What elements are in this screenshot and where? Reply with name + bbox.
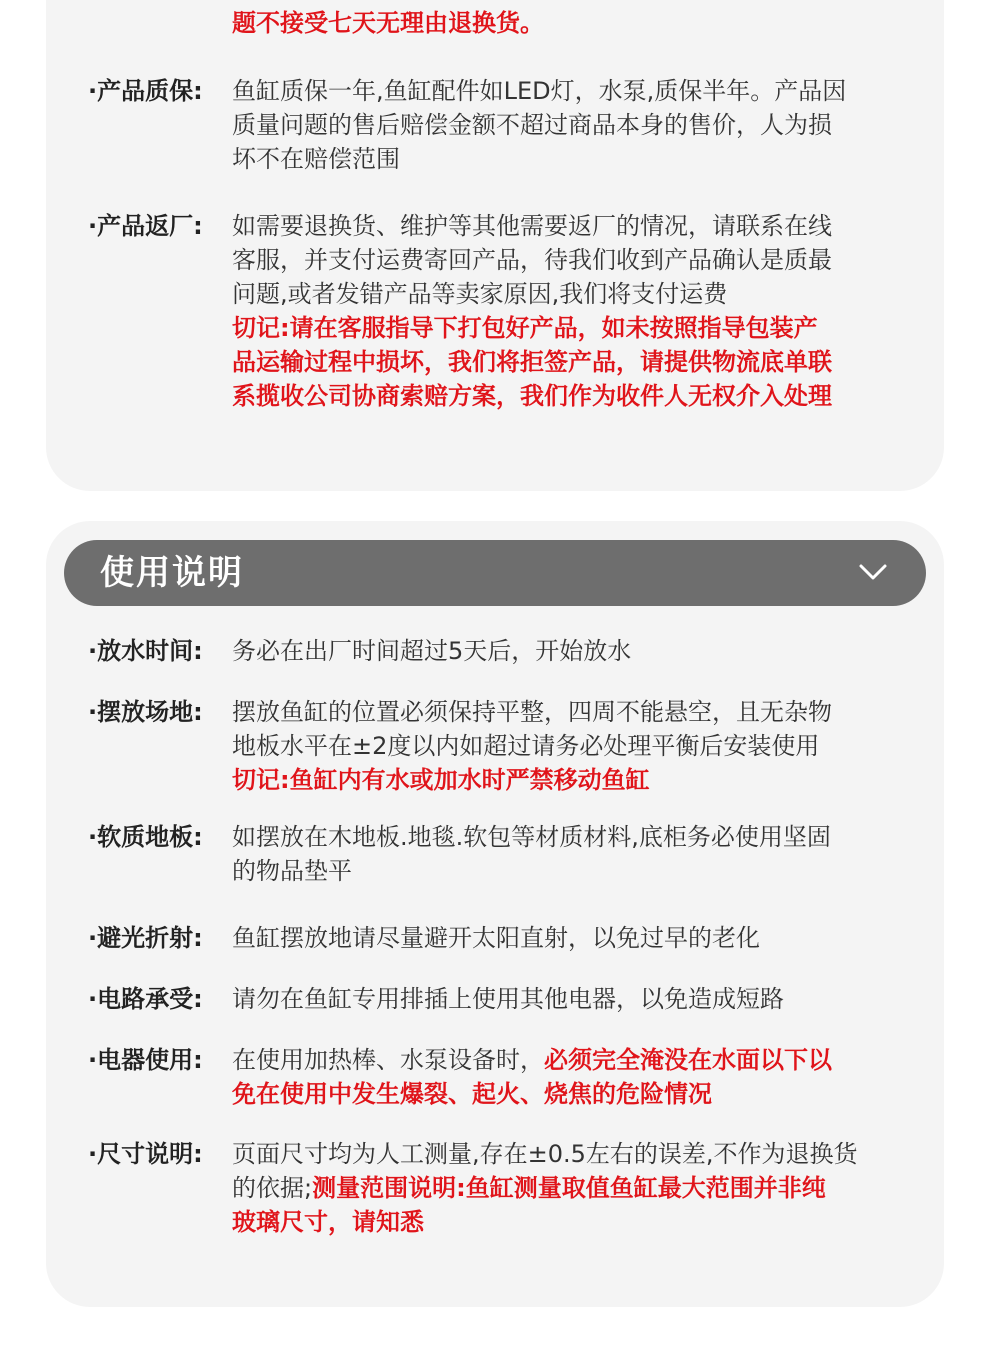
appliance-warning-line: 免在使用中发生爆裂、起火、烧焦的危险情况	[232, 1080, 712, 1108]
appliance-line	[232, 1043, 922, 1077]
soft-floor-body	[232, 820, 922, 888]
appliance-label: ·电器使用:	[88, 1046, 203, 1074]
soft-floor-line: 的物品垫平	[232, 857, 352, 885]
sunlight-label: ·避光折射:	[88, 924, 203, 952]
size-line	[232, 1171, 922, 1205]
section-title: 使用说明	[100, 553, 244, 593]
return-warning-line: 切记:请在客服指导下打包好产品，如未按照指导包装产	[232, 314, 818, 342]
warranty-line: 质量问题的售后赔偿金额不超过商品本身的售价，人为损	[232, 111, 832, 139]
return-line: 问题,或者发错产品等卖家原因,我们将支付运费	[232, 280, 728, 308]
appliance-line-warning: 必须完全淹没在水面以下以	[544, 1046, 832, 1074]
water-time-label: ·放水时间:	[88, 637, 203, 665]
placement-warning-line: 切记:鱼缸内有水或加水时严禁移动鱼缸	[232, 766, 650, 794]
size-line: 页面尺寸均为人工测量,存在±0.5左右的误差,不作为退换货	[232, 1140, 858, 1168]
sunlight-body	[232, 921, 922, 955]
placement-line: 地板水平在±2度以内如超过请务必处理平衡后安装使用	[232, 732, 820, 760]
size-body	[232, 1137, 922, 1239]
size-line-warning: 测量范围说明:鱼缸测量取值鱼缸最大范围并非纯	[312, 1174, 826, 1202]
return-body	[232, 209, 922, 413]
appliance-line-normal: 在使用加热棒、水泵设备时，	[232, 1046, 544, 1074]
circuit-line: 请勿在鱼缸专用排插上使用其他电器，以免造成短路	[232, 985, 784, 1013]
circuit-label: ·电路承受:	[88, 985, 203, 1013]
return-label: ·产品返厂:	[88, 212, 203, 240]
return-line: 如需要退换货、维护等其他需要返厂的情况，请联系在线	[232, 212, 832, 240]
size-line-normal: 的依据;	[232, 1174, 313, 1202]
water-time-line: 务必在出厂时间超过5天后，开始放水	[232, 637, 632, 665]
return-warning-line: 品运输过程中损坏，我们将拒签产品，请提供物流底单联	[232, 348, 832, 376]
top-fragment-text: 题不接受七天无理由退换货。	[232, 9, 544, 37]
warranty-body	[232, 74, 922, 176]
placement-body	[232, 695, 922, 797]
size-label: ·尺寸说明:	[88, 1140, 203, 1168]
appliance-body	[232, 1043, 922, 1111]
chevron-down-icon[interactable]	[856, 557, 890, 587]
usage-section-header[interactable]	[64, 540, 926, 606]
placement-label: ·摆放场地:	[88, 698, 203, 726]
placement-line: 摆放鱼缸的位置必须保持平整，四周不能悬空，且无杂物	[232, 698, 832, 726]
sunlight-line: 鱼缸摆放地请尽量避开太阳直射，以免过早的老化	[232, 924, 760, 952]
circuit-body	[232, 982, 922, 1016]
warranty-line: 鱼缸质保一年,鱼缸配件如LED灯，水泵,质保半年。产品因	[232, 77, 847, 105]
soft-floor-line: 如摆放在木地板.地毯.软包等材质材料,底柜务必使用坚固	[232, 823, 831, 851]
size-warning-line: 玻璃尺寸，请知悉	[232, 1208, 424, 1236]
water-time-body	[232, 634, 922, 668]
warranty-label: ·产品质保:	[88, 77, 203, 105]
soft-floor-label: ·软质地板:	[88, 823, 203, 851]
return-line: 客服，并支付运费寄回产品，待我们收到产品确认是质最	[232, 246, 832, 274]
return-warning-line: 系揽收公司协商索赔方案，我们作为收件人无权介入处理	[232, 382, 832, 410]
warranty-line: 坏不在赔偿范围	[232, 145, 400, 173]
